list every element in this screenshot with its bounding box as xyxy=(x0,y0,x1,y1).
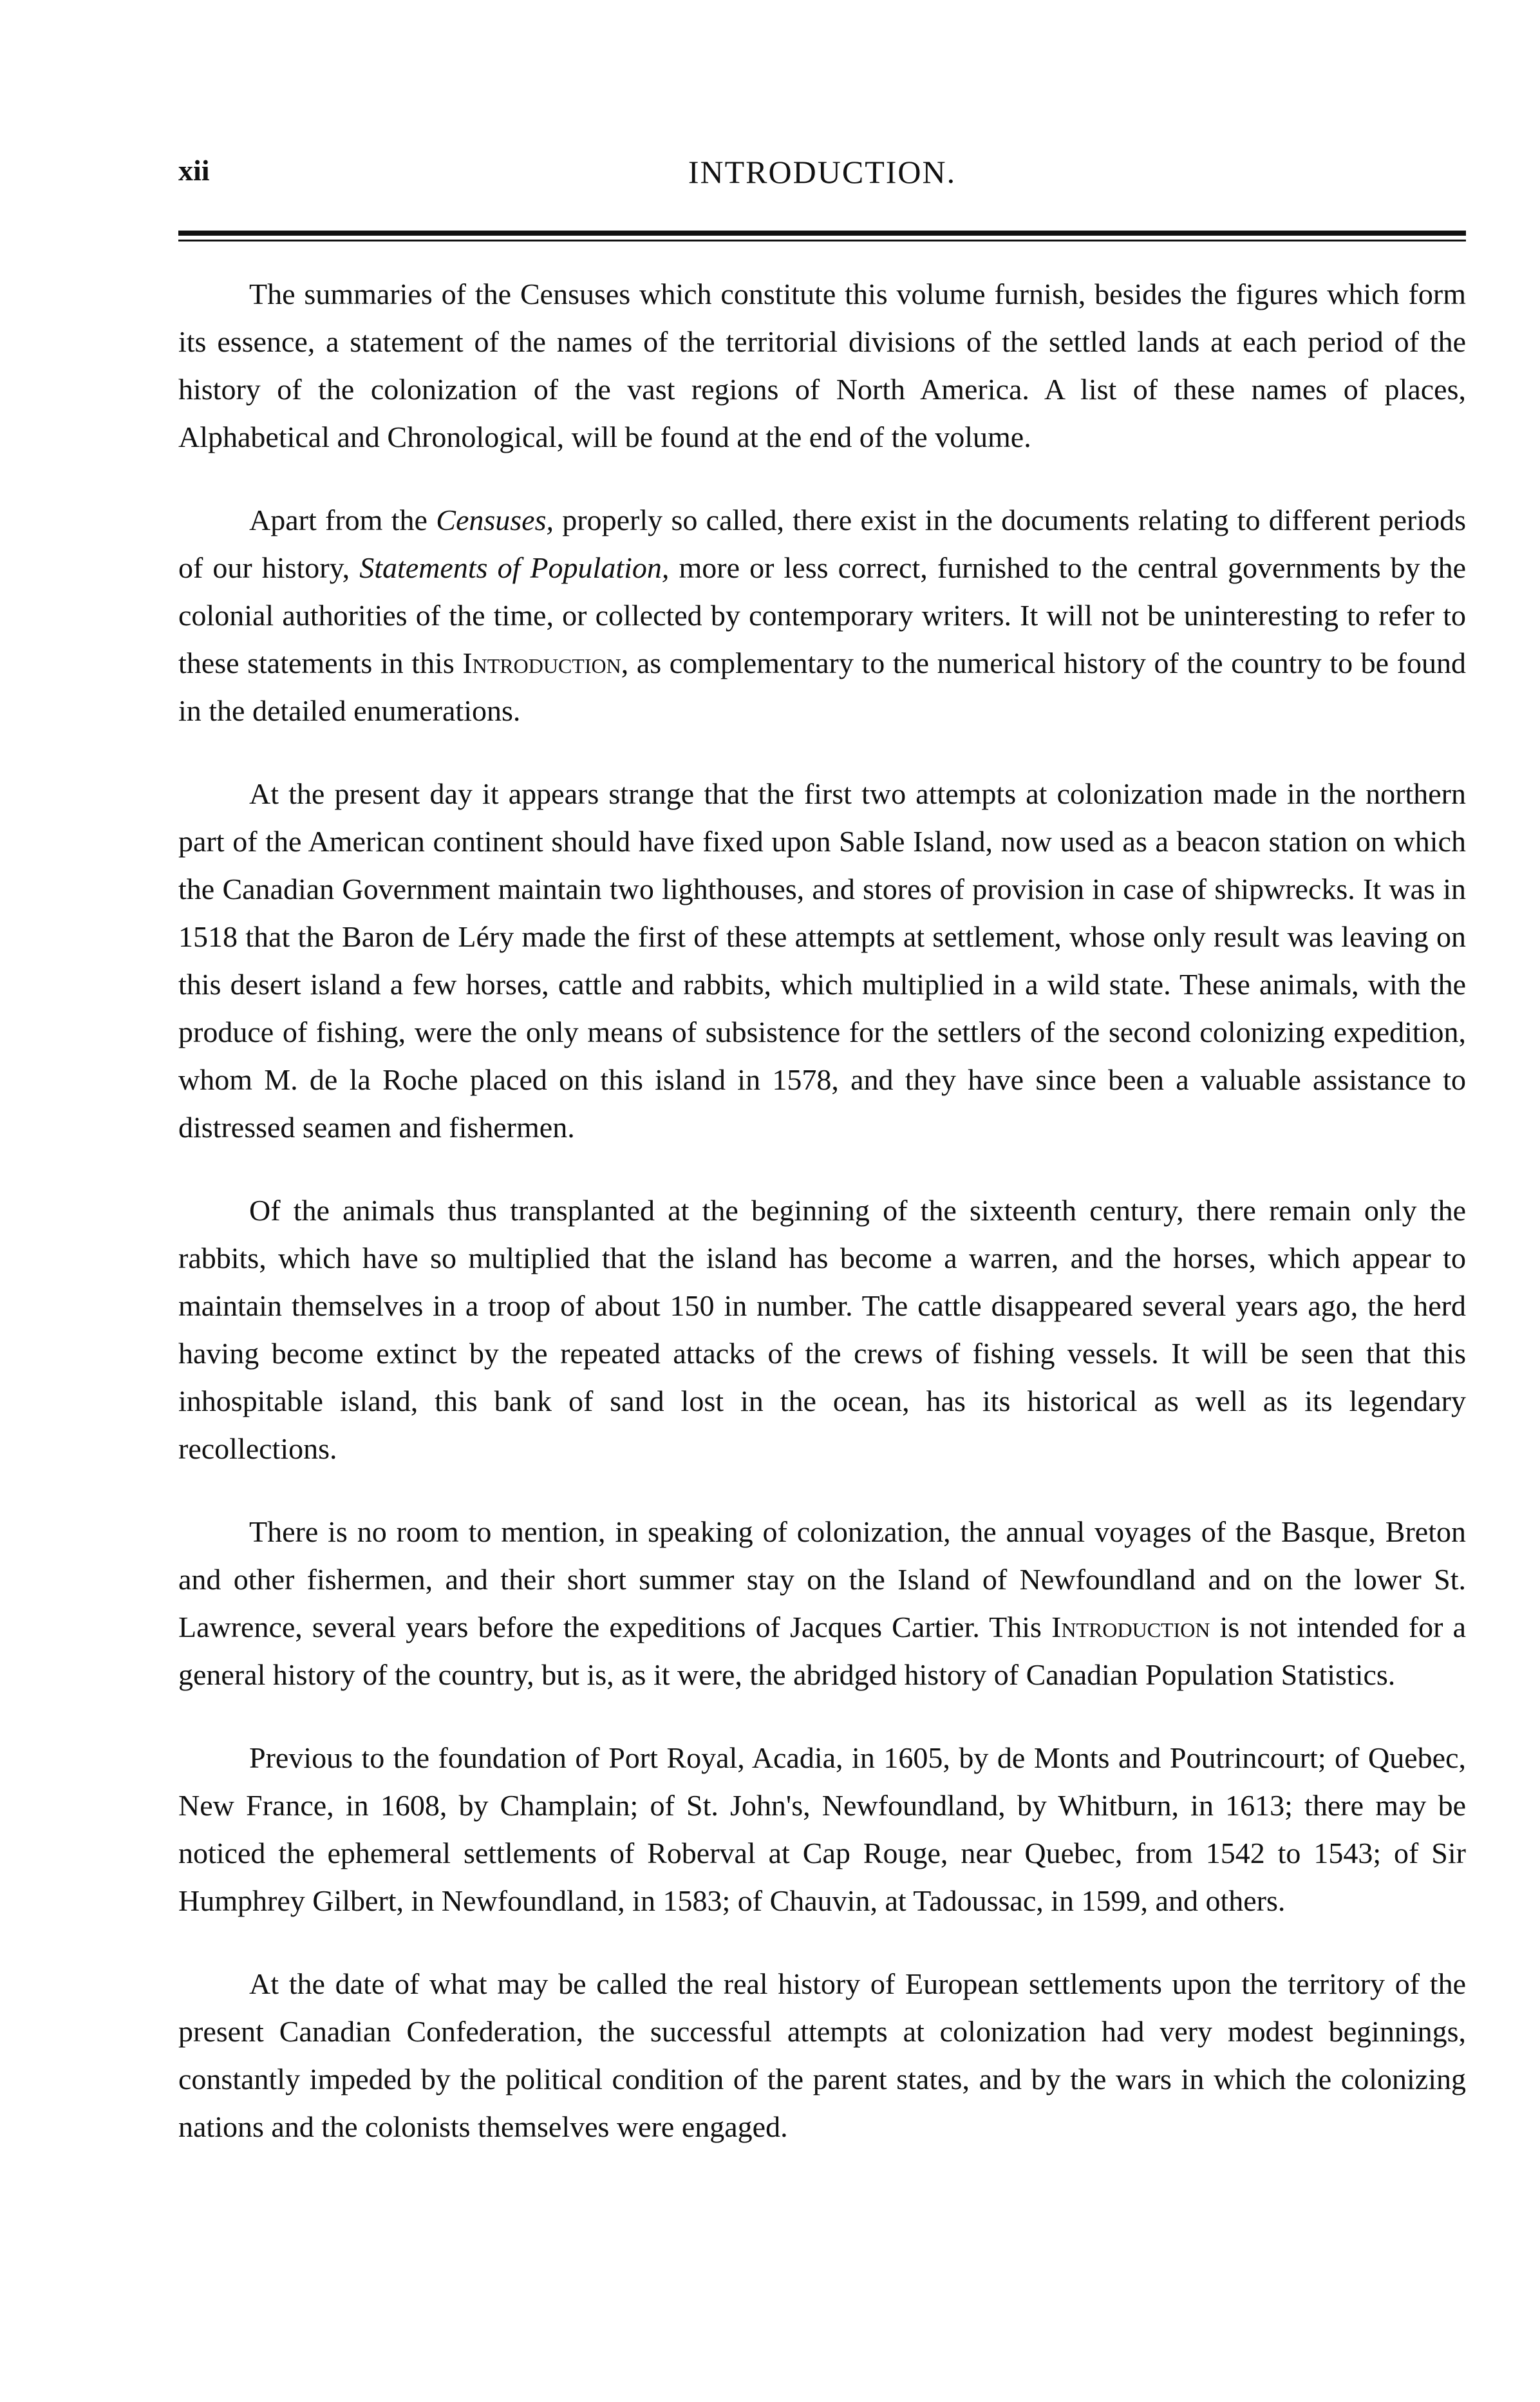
paragraph-2-text-3: more or less correct, furnished to the central governments by the colonial authorities of the time, or collected by contemporary writers. It will not be uninteresting to refer to these statements in this xyxy=(178,551,1467,679)
paragraph-7: At the date of what may be called the real history of European settlements upon the territory of the present Canadian Confederation, the successful attempts at colonization had very modest beginnings, constantly impeded by the political condition of the parent states, and by the wars in which the colonizing nations and the colonists themselves were engaged. xyxy=(178,1967,1466,2143)
header-rule-thick xyxy=(178,231,1466,236)
paragraph-1: The summaries of the Censuses which constitute this volume furnish, besides the figures which form its essence, a statement of the names of the territorial divisions of the settled lands at each period of the history of the colonization of the vast regions of North America. A list of these names of places, Alphabetical and Chronological, will be found at the end of the volume. xyxy=(178,278,1466,453)
paragraph-3: At the present day it appears strange that the first two attempts at colonization made in the northern part of the American continent should have fixed upon Sable Island, now used as a beacon station on which the Canadian Government maintain two lighthouses, and stores of provision in case of shipwrecks. It was in 1518 that the Baron de Léry made the first of these attempts at settlement, whose only result was leaving on this desert island a few horses, cattle and rabbits, which multiplied in a wild state. These animals, with the produce of fishing, were the only means of subsistence for the settlers of the second colonizing expedition, whom M. de la Roche placed on this island in 1578, and they have since been a valuable assistance to distressed seamen and fishermen. xyxy=(178,777,1466,1144)
page-number: xii xyxy=(178,154,210,187)
paragraph-2-text-4: as complementary to the numerical history of the country to be found in the detailed enumerations. xyxy=(178,647,1466,727)
running-title: INTRODUCTION. xyxy=(688,154,957,190)
body-text xyxy=(178,270,1466,2186)
paragraph-5-text-2: is not intended for a general history of the country, but is, as it were, the abridged history of Canadian Population Statistics. xyxy=(178,1611,1466,1691)
censuses-italic: Censuses, xyxy=(436,504,554,536)
paragraph-2-text-1: Apart from the xyxy=(249,504,437,536)
header-rule-thin xyxy=(178,240,1466,241)
introduction-smallcaps-2: Introduction xyxy=(1051,1611,1210,1643)
introduction-smallcaps: Introduction, xyxy=(462,647,629,679)
statements-italic: Statements of Population, xyxy=(359,551,670,584)
paragraph-6: Previous to the foundation of Port Royal, Acadia, in 1605, by de Monts and Poutrincourt; of Quebec, New France, in 1608, by Champlain; of St. John's, Newfoundland, by Whitburn, in 1613; there may be noticed the ephemeral settlements of Roberval at Cap Rouge, near Quebec, from 1542 to 1543; of Sir Humphrey Gilbert, in Newfoundland, in 1583; of Chauvin, at Tadoussac, in 1599, and others. xyxy=(178,1741,1466,1917)
paragraph-5 xyxy=(178,1508,1466,1699)
page-header xyxy=(178,153,1466,198)
paragraph-4: Of the animals thus transplanted at the beginning of the sixteenth century, there remain only the rabbits, which have so multiplied that the island has become a warren, and the horses, which appear to maintain themselves in a troop of about 150 in number. The cattle disappeared several years ago, the herd having become extinct by the repeated attacks of the crews of fishing vessels. It will be seen that this inhospitable island, this bank of sand lost in the ocean, has its historical as well as its legendary recollections. xyxy=(178,1194,1466,1465)
paragraph-2 xyxy=(178,496,1466,735)
paragraph-2-text-2: properly so called, there exist in the documents relating to different periods of our history, xyxy=(178,504,1466,584)
paragraph-5-text-1: There is no room to mention, in speaking of colonization, the annual voyages of the Basque, Breton and other fishermen, and their short summer stay on the Island of Newfoundland and on the lower St. Lawrence, several years before the expeditions of Jacques Cartier. This xyxy=(178,1515,1466,1643)
